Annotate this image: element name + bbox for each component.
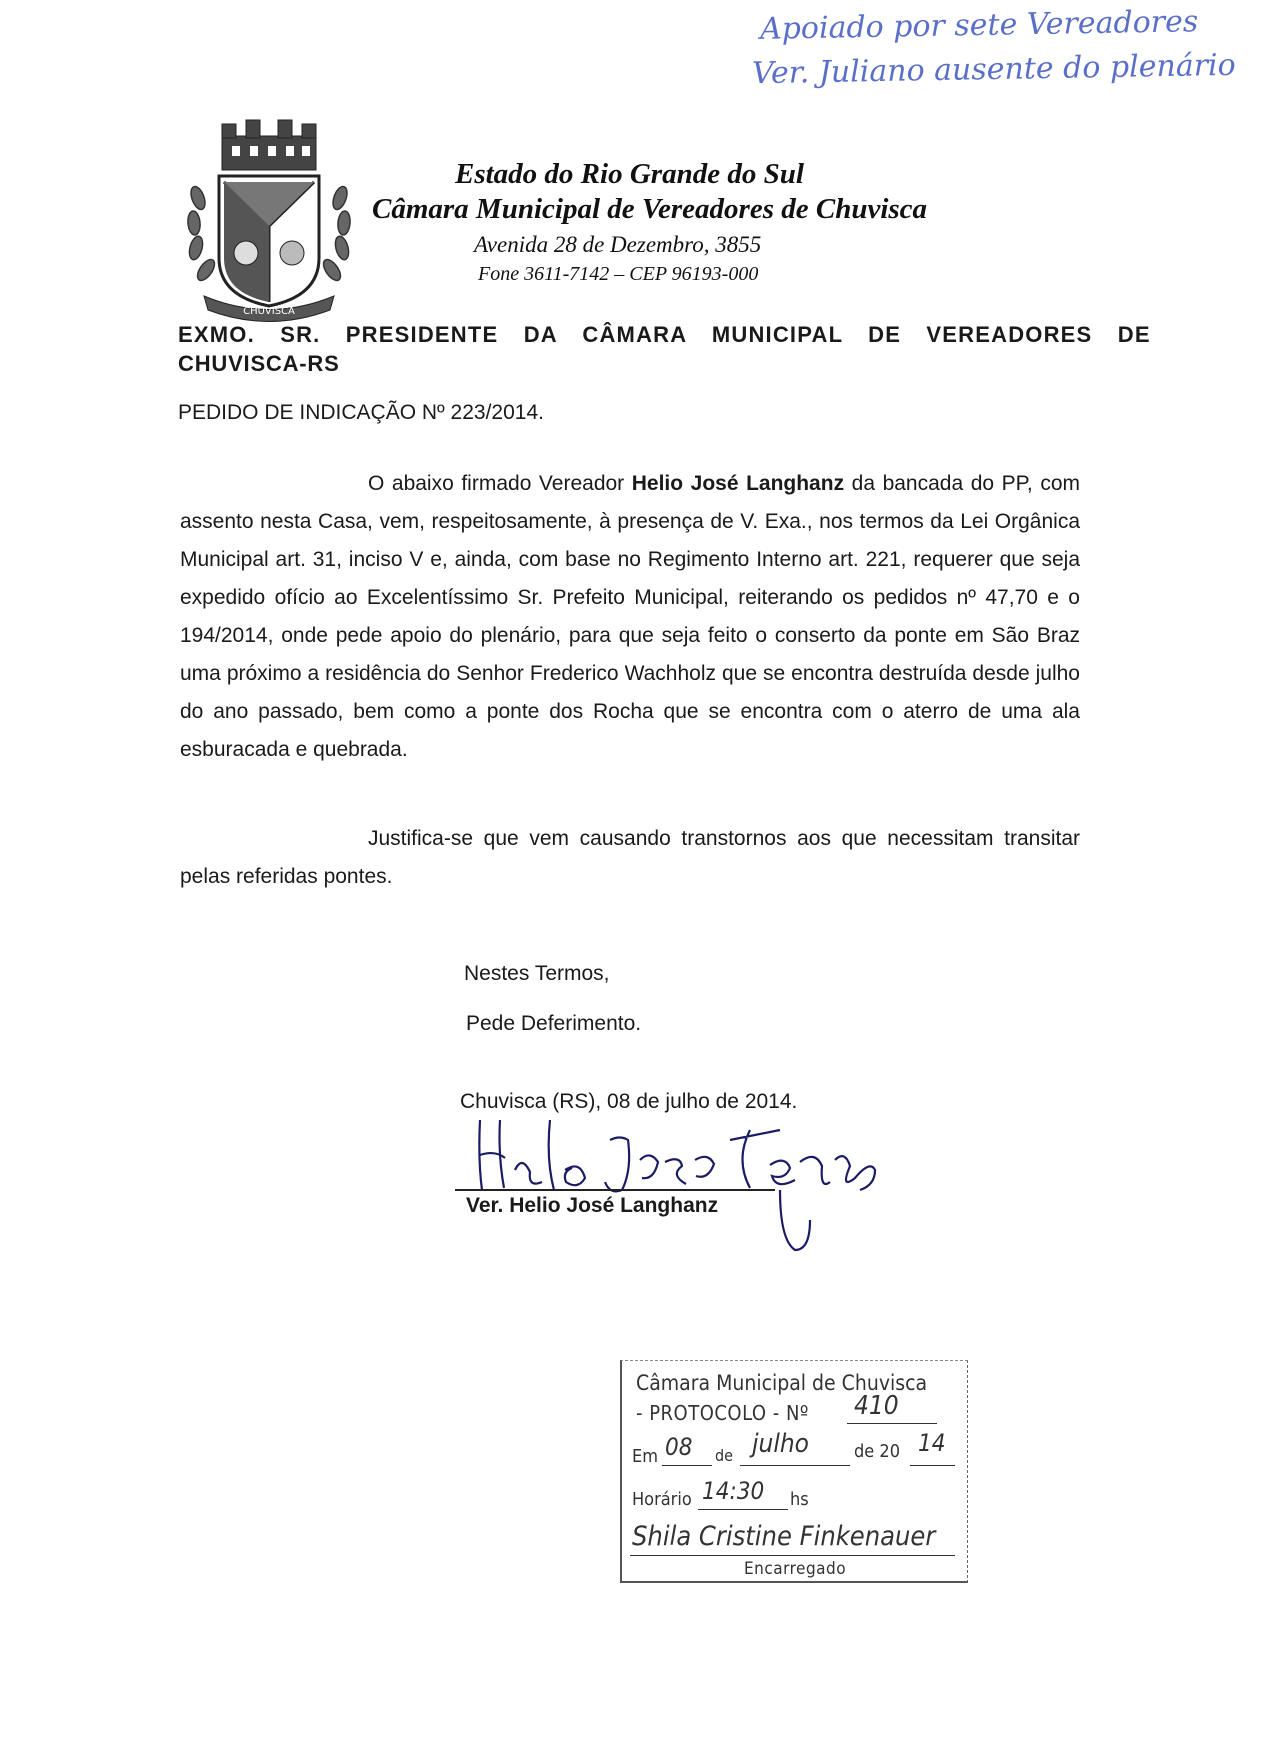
letterhead-contact: Fone 3611-7142 – CEP 96193-000 [478, 263, 759, 285]
protocol-stamp [620, 1360, 968, 1583]
body-paragraph-1 [180, 465, 1080, 769]
stamp-de-label: de [715, 1446, 733, 1465]
stamp-hs-label: hs [790, 1489, 809, 1510]
addressee-line-1: EXMO. SR. PRESIDENTE DA CÂMARA MUNICIPAL DE VEREADORES DE [178, 322, 1151, 347]
handwritten-signature-icon [450, 1100, 950, 1260]
stamp-protocol-underline [847, 1423, 937, 1424]
letterhead-state: Estado do Rio Grande do Sul [455, 158, 804, 190]
stamp-day: 08 [665, 1433, 693, 1461]
stamp-signature: Shila Cristine Finkenauer [632, 1521, 936, 1552]
body-paragraph-2 [180, 820, 1080, 896]
p1-intro: O abaixo firmado Vereador [368, 472, 632, 495]
stamp-time-underline [698, 1509, 788, 1510]
coat-of-arms-icon [184, 118, 354, 328]
p1-text: da bancada do PP, com assento nesta Casa, vem, respeitosamente, à presença de V. Exa., nos termos da Lei Orgânica Municipal art. 31, inciso V e, ainda, com base no Regimento Interno art. 221, requerer que seja expedido ofício ao Excelentíssimo Sr. Prefeito Municipal, reiterando os pedidos nº 47,70 e o 194/2014, onde pede apoio do plenário, para que seja feito o conserto da ponte em São Braz uma próximo a residência do Senhor Frederico Wachholz que se encontra destruída desde julho do ano passado, bem como a ponte dos Rocha que se encontra com o aterro de uma ala esburacada e quebrada. [180, 472, 1081, 761]
handwritten-note-line-1: Apoiado por sete Vereadores [759, 4, 1199, 47]
letterhead-chamber: Câmara Municipal de Vereadores de Chuvisca [372, 193, 928, 225]
stamp-month: julho [752, 1429, 809, 1459]
closing-deferimento: Pede Deferimento. [466, 1012, 642, 1035]
stamp-protocol-label: - PROTOCOLO - Nº [636, 1401, 809, 1425]
stamp-month-underline [740, 1465, 850, 1466]
stamp-time: 14:30 [702, 1477, 765, 1505]
addressee-line-2: CHUVISCA-RS [178, 351, 340, 376]
seal-ribbon-text: CHUVISCA [243, 306, 295, 317]
stamp-de20-label: de 20 [854, 1441, 900, 1462]
stamp-signature-underline [630, 1555, 955, 1556]
stamp-title: Câmara Municipal de Chuvisca [636, 1371, 928, 1395]
stamp-year: 14 [918, 1429, 946, 1457]
signature-line [455, 1189, 775, 1191]
p2-text: Justifica-se que vem causando transtornos aos que necessitam transitar pelas referidas pontes. [180, 827, 1080, 888]
closing-date: Chuvisca (RS), 08 de julho de 2014. [460, 1090, 798, 1113]
request-title: PEDIDO DE INDICAÇÃO Nº 223/2014. [178, 401, 544, 424]
handwritten-note-line-2: Ver. Juliano ausente do plenário [751, 47, 1236, 92]
signatory-name: Ver. Helio José Langhanz [466, 1194, 719, 1217]
stamp-protocol-number: 410 [854, 1391, 899, 1421]
councilor-name: Helio José Langhanz [631, 472, 845, 495]
stamp-horario-label: Horário [632, 1489, 692, 1510]
letterhead-address: Avenida 28 de Dezembro, 3855 [474, 232, 762, 257]
stamp-day-underline [662, 1465, 712, 1466]
stamp-year-underline [910, 1465, 955, 1466]
stamp-em-label: Em [632, 1446, 659, 1467]
stamp-role: Encarregado [744, 1559, 847, 1579]
closing-termos: Nestes Termos, [464, 962, 610, 985]
